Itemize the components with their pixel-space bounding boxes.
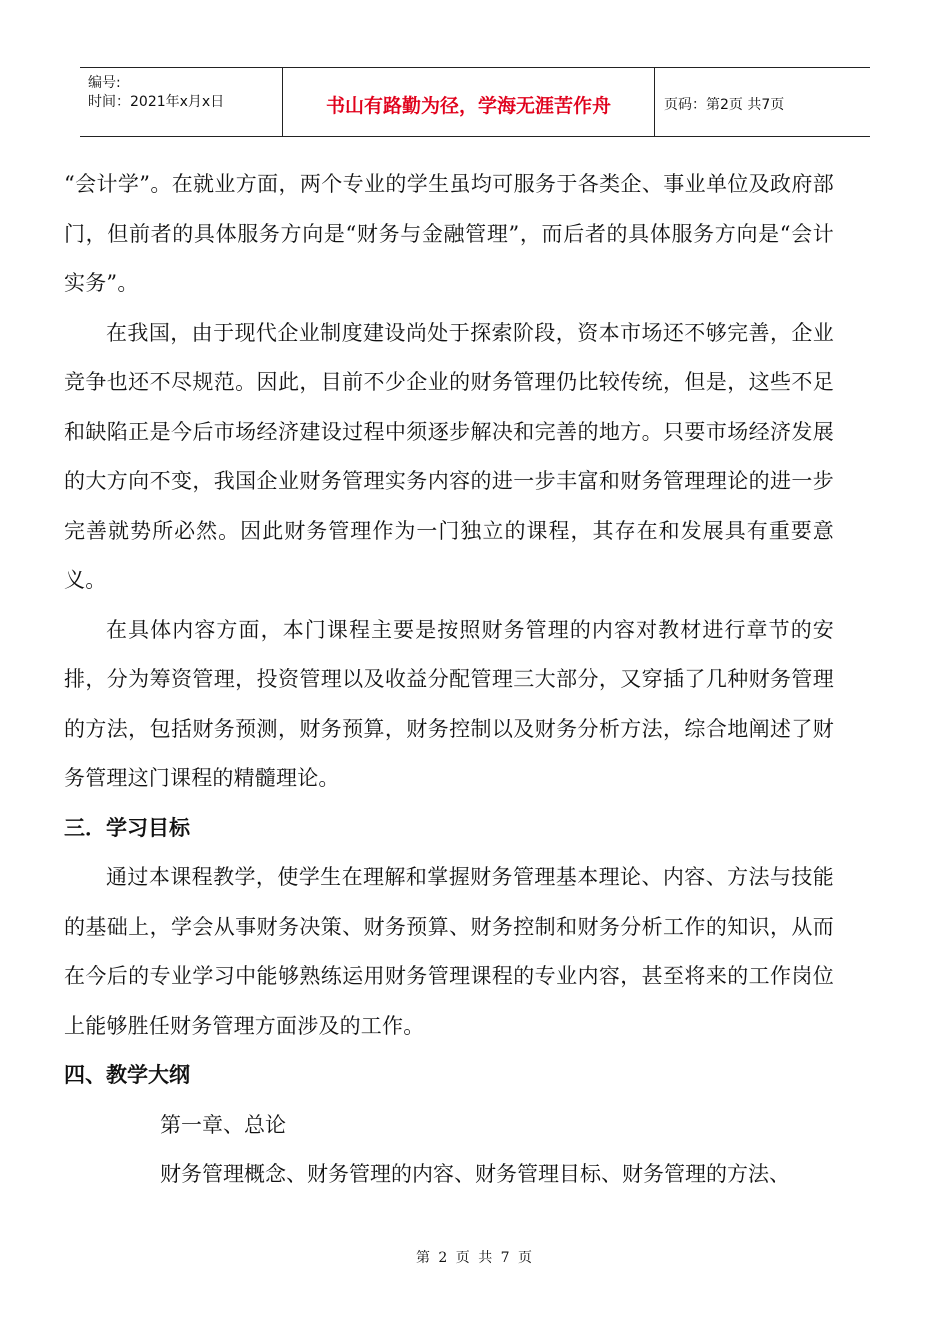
section-heading-3: 三．学习目标 [64,815,190,840]
header-meta [80,68,283,136]
page-footer: 第 2 页 共 7 页 [415,1250,535,1266]
paragraph-2: 在我国，由于现代企业制度建设尚处于探索阶段，资本市场还不够完善，企业竞争也还不尽规范。因此，目前不少企业的财务管理仍比较传统，但是，这些不足和缺陷正是今后市场经济建设过程中须逐步解决和完善的地方。只要市场经济发展的大方向不变，我国企业财务管理实务内容的进一步丰富和财务管理理论的进一步完善就势所必然。因此财务管理作为一门独立的课程，其存在和发展具有重要意义。 [64,320,834,592]
chapter-title: 第一章、总论 [160,1112,286,1137]
header-motto: 书山有路勤为径，学海无涯苦作舟 [283,68,655,136]
header-page-info: 页码：第2页 共7页 [664,97,785,113]
document-body [64,160,834,1200]
serial-label: 编号: [88,75,121,91]
paragraph-5: 财务管理概念、财务管理的内容、财务管理目标、财务管理的方法、 [160,1162,790,1186]
page-header [80,67,870,137]
section-heading-4: 四、教学大纲 [64,1063,190,1087]
paragraph-4: 通过本课程教学，使学生在理解和掌握财务管理基本理论、内容、方法与技能的基础上，学会从事财务决策、财务预算、财务控制和财务分析工作的知识，从而在今后的专业学习中能够熟练运用财务管理课程的专业内容，甚至将来的工作岗位上能够胜任财务管理方面涉及的工作。 [64,865,834,1038]
date-label: 时间：2021年x月x日 [88,94,225,110]
paragraph-3: 在具体内容方面，本门课程主要是按照财务管理的内容对教材进行章节的安排，分为筹资管理，投资管理以及收益分配管理三大部分，又穿插了几种财务管理的方法，包括财务预测，财务预算，财务控制以及财务分析方法，综合地阐述了财务管理这门课程的精髓理论。 [64,617,834,790]
paragraph-1: “会计学”。在就业方面，两个专业的学生虽均可服务于各类企、事业单位及政府部门，但前者的具体服务方向是“财务与金融管理”，而后者的具体服务方向是“会计实务”。 [64,172,834,295]
